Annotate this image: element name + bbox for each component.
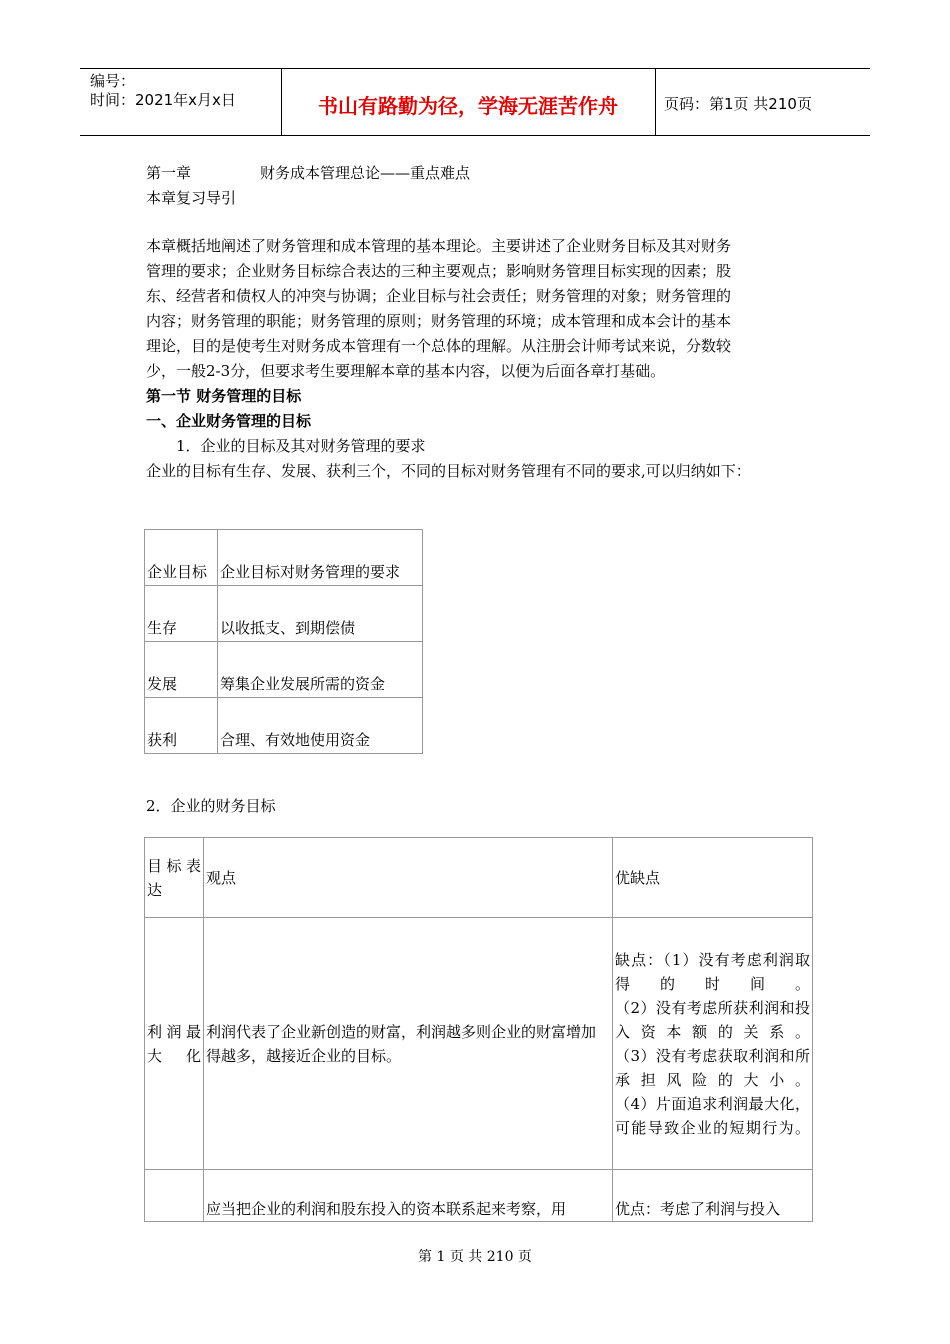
header-date: 时间：2021年x月x日 [90, 91, 236, 109]
header-motto: 书山有路勤为径，学海无涯苦作舟 [318, 94, 618, 118]
header-page-number: 页码：第1页 共210页 [664, 95, 812, 113]
table-header-cell: 目标表达 [145, 838, 204, 918]
intro-line: 东、经营者和债权人的冲突与协调；企业目标与社会责任；财务管理的对象；财务管理的 [146, 287, 732, 305]
table-cell: 生存 [145, 586, 218, 642]
pros-cons-line: 缺点：（1）没有考虑利润取得的时间。 [615, 950, 810, 993]
chapter-number: 第一章 [146, 164, 192, 182]
table-cell-goal [145, 1170, 204, 1222]
table-cell-goal: 利润最大化 [145, 918, 204, 1170]
page-footer: 第 1 页 共 210 页 [418, 1249, 532, 1265]
section-heading: 第一节 财务管理的目标 [146, 387, 302, 405]
table-cell: 以收抵支、到期偿债 [218, 586, 423, 642]
table-cell: 发展 [145, 642, 218, 698]
table-header-cell: 优缺点 [613, 838, 813, 918]
pros-cons-line: （4）片面追求利润最大化，可能导致企业的短期行为。 [615, 1094, 810, 1137]
intro-line: 内容；财务管理的职能；财务管理的原则；财务管理的环境；成本管理和成本会计的基本 [146, 312, 732, 330]
item-heading: 1．企业的目标及其对财务管理的要求 [176, 437, 426, 455]
header-number: 编号： [90, 72, 136, 90]
table-row [145, 1170, 813, 1222]
table-header-cell: 企业目标对财务管理的要求 [218, 530, 423, 586]
item-description: 企业的目标有生存、发展、获利三个，不同的目标对财务管理有不同的要求,可以归纳如下： [146, 462, 751, 480]
intro-line: 本章概括地阐述了财务管理和成本管理的基本理论。主要讲述了企业财务目标及其对财务 [146, 237, 732, 255]
table-row [145, 586, 423, 642]
table-row [145, 698, 423, 754]
header-divider [655, 69, 656, 136]
table-row [145, 642, 423, 698]
header-bottom-rule [80, 135, 870, 136]
table-header-cell: 观点 [204, 838, 613, 918]
table-cell-pros-cons: 优点：考虑了利润与投入 [613, 1170, 813, 1222]
subsection-heading: 一、企业财务管理的目标 [146, 412, 312, 430]
table-row [145, 918, 813, 1170]
table-header-row [145, 838, 813, 918]
chapter-subtitle: 本章复习导引 [146, 189, 237, 207]
header-meta [90, 72, 236, 110]
table-cell-view: 应当把企业的利润和股东投入的资本联系起来考察，用 [204, 1170, 613, 1222]
goals-table [144, 529, 423, 754]
intro-paragraph [146, 234, 806, 384]
table-cell: 合理、有效地使用资金 [218, 698, 423, 754]
financial-goals-table [144, 837, 813, 1222]
intro-line: 管理的要求；企业财务目标综合表达的三种主要观点；影响财务管理目标实现的因素；股 [146, 262, 732, 280]
item-heading: 2．企业的财务目标 [146, 797, 276, 815]
chapter-title: 财务成本管理总论——重点难点 [260, 164, 471, 182]
table-cell-view: 利润代表了企业新创造的财富，利润越多则企业的财富增加得越多，越接近企业的目标。 [204, 918, 613, 1170]
header-top-rule [80, 68, 870, 69]
table-header-row [145, 530, 423, 586]
table-header-cell: 企业目标 [145, 530, 218, 586]
intro-line: 理论，目的是使考生对财务成本管理有一个总体的理解。从注册会计师考试来说，分数较 [146, 337, 732, 355]
pros-cons-line: （2）没有考虑所获利润和投入资本额的关系。 [615, 998, 810, 1041]
table-cell-pros-cons [613, 918, 813, 1170]
pros-cons-line: （3）没有考虑获取利润和所承担风险的大小。 [615, 1046, 810, 1089]
table-cell: 筹集企业发展所需的资金 [218, 642, 423, 698]
table-cell: 获利 [145, 698, 218, 754]
intro-line: 少，一般2-3分，但要求考生要理解本章的基本内容，以便为后面各章打基础。 [146, 362, 666, 380]
